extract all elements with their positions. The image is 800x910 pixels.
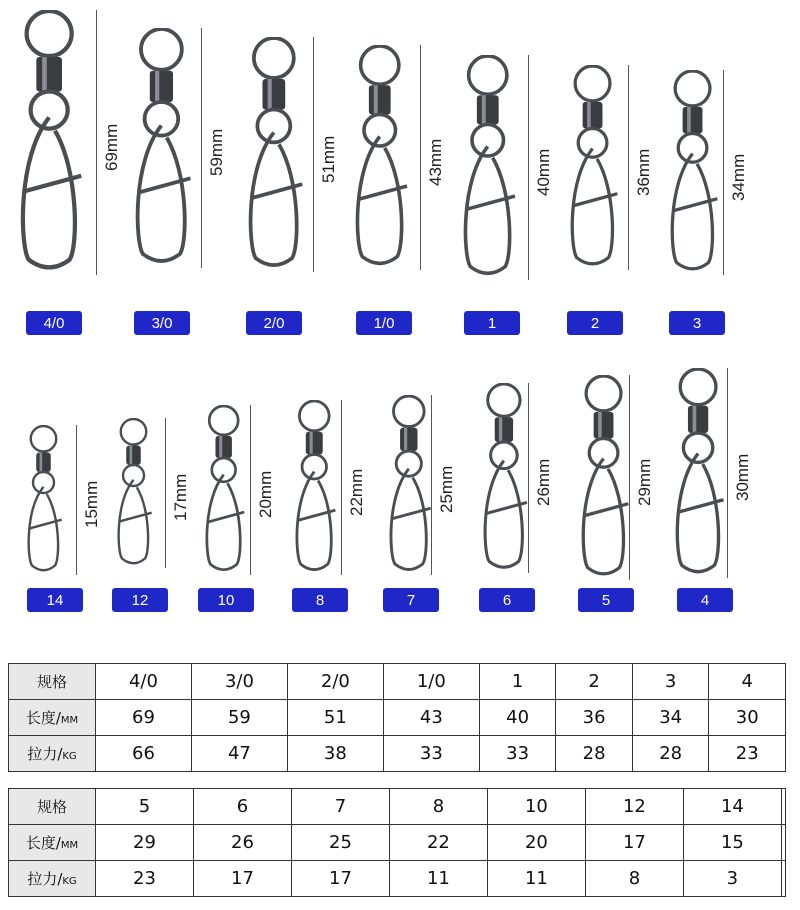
length-label: 22mm (347, 468, 366, 516)
table-cell: 3 (632, 664, 709, 700)
length-unit: MM (60, 715, 79, 726)
swivel-icon (665, 70, 720, 275)
swivel-snap-image (112, 418, 155, 572)
swivel-snap-image (200, 405, 247, 579)
table-cell (781, 789, 785, 825)
length-label: 69mm (102, 123, 121, 171)
table-row (9, 789, 786, 825)
measure-line (341, 400, 342, 575)
table-cell: 10 (487, 789, 585, 825)
table-cell: 47 (191, 736, 287, 772)
table-cell: 34 (632, 700, 709, 736)
table-cell: 28 (632, 736, 709, 772)
length-label: 25mm (437, 465, 456, 513)
size-badge: 2/0 (246, 311, 302, 335)
measure-line (431, 395, 432, 575)
length-label: 26mm (534, 458, 553, 506)
swivel-snap-image (15, 10, 83, 279)
table-cell: 15 (683, 825, 781, 861)
size-badge: 3 (669, 311, 725, 335)
measure-line (420, 45, 421, 270)
table-row (9, 664, 786, 700)
length-label: 29mm (635, 458, 654, 506)
table-cell (781, 825, 785, 861)
table-cell: 38 (287, 736, 383, 772)
swivel-snap-image (576, 375, 631, 584)
swivel-icon (670, 368, 726, 578)
pull-label: 拉力/ (27, 870, 63, 888)
table-cell: 43 (383, 700, 479, 736)
swivel-snap-image (290, 400, 339, 579)
table-cell: 33 (383, 736, 479, 772)
swivel-icon (576, 375, 631, 580)
measure-line (96, 10, 97, 275)
table-cell: 1/0 (383, 664, 479, 700)
measure-line (201, 28, 202, 268)
measure-line (723, 70, 724, 275)
table-cell: 14 (683, 789, 781, 825)
length-unit: MM (60, 840, 79, 851)
table-row (9, 700, 786, 736)
swivel-snap-image (458, 55, 518, 284)
length-label: 36mm (634, 148, 653, 196)
swivel-icon (22, 425, 65, 575)
table-cell: 25 (291, 825, 389, 861)
measure-line (528, 55, 529, 280)
table-cell: 12 (585, 789, 683, 825)
swivel-snap-image (478, 383, 530, 577)
pull-unit: KG (62, 751, 77, 762)
swivel-icon (200, 405, 247, 575)
length-label: 长度/ (25, 709, 61, 727)
size-badge: 4/0 (26, 311, 82, 335)
table-cell: 40 (479, 700, 556, 736)
table-cell: 4 (709, 664, 786, 700)
table-cell: 11 (389, 861, 487, 897)
size-badge: 5 (578, 588, 634, 612)
table-cell: 29 (96, 825, 194, 861)
length-label: 51mm (319, 135, 338, 183)
swivel-icon (384, 395, 434, 575)
table-cell: 2/0 (287, 664, 383, 700)
swivel-snap-image (670, 368, 726, 582)
swivel-icon (350, 45, 410, 270)
swivel-snap-image (565, 65, 620, 274)
table-row (9, 861, 786, 897)
pull-header (9, 861, 96, 897)
table-cell: 28 (556, 736, 633, 772)
table-cell: 4/0 (96, 664, 192, 700)
length-header (9, 825, 96, 861)
swivel-icon (290, 400, 339, 575)
table-cell: 36 (556, 700, 633, 736)
table-cell: 17 (291, 861, 389, 897)
table-cell: 2 (556, 664, 633, 700)
swivel-icon (478, 383, 530, 573)
pull-header (9, 736, 96, 772)
table-row (9, 825, 786, 861)
length-label: 43mm (426, 138, 445, 186)
measure-line (628, 65, 629, 270)
size-badge: 8 (292, 588, 348, 612)
swivel-icon (15, 10, 83, 275)
size-badge: 2 (567, 311, 623, 335)
size-badge: 3/0 (134, 311, 190, 335)
swivel-icon (565, 65, 620, 270)
length-label: 15mm (82, 480, 101, 528)
measure-line (250, 405, 251, 575)
size-badge: 1/0 (356, 311, 412, 335)
table-cell: 8 (585, 861, 683, 897)
table-row (9, 736, 786, 772)
swivel-icon (243, 37, 305, 272)
table-cell: 6 (193, 789, 291, 825)
table-cell: 33 (479, 736, 556, 772)
table-cell: 8 (389, 789, 487, 825)
length-label: 34mm (729, 153, 748, 201)
length-label: 30mm (733, 453, 752, 501)
table-cell: 51 (287, 700, 383, 736)
spec-header: 规格 (9, 789, 96, 825)
table-cell: 30 (709, 700, 786, 736)
table-cell: 23 (96, 861, 194, 897)
measure-line (76, 425, 77, 575)
swivel-snap-image (384, 395, 434, 579)
measure-line (313, 37, 314, 272)
swivel-snap-image (243, 37, 305, 276)
table-cell: 69 (96, 700, 192, 736)
swivel-snap-image (130, 28, 193, 272)
table-cell: 3 (683, 861, 781, 897)
table-cell: 66 (96, 736, 192, 772)
measure-line (629, 375, 630, 580)
spec-table-2 (8, 788, 786, 897)
size-badge: 1 (464, 311, 520, 335)
table-cell: 59 (191, 700, 287, 736)
size-badge: 14 (27, 588, 83, 612)
table-cell: 22 (389, 825, 487, 861)
spec-table-1 (8, 663, 786, 772)
swivel-snap-image (350, 45, 410, 274)
size-badge: 10 (198, 588, 254, 612)
table-cell: 7 (291, 789, 389, 825)
table-cell: 20 (487, 825, 585, 861)
size-badge: 7 (383, 588, 439, 612)
swivel-snap-image (665, 70, 720, 279)
pull-label: 拉力/ (27, 745, 63, 763)
measure-line (165, 418, 166, 568)
table-cell: 23 (709, 736, 786, 772)
measure-line (528, 383, 529, 573)
table-cell: 1 (479, 664, 556, 700)
size-badge: 6 (479, 588, 535, 612)
spec-header: 规格 (9, 664, 96, 700)
table-cell: 11 (487, 861, 585, 897)
length-header (9, 700, 96, 736)
length-label: 长度/ (25, 834, 61, 852)
table-cell: 26 (193, 825, 291, 861)
pull-unit: KG (62, 876, 77, 887)
length-label: 59mm (207, 128, 226, 176)
table-cell: 3/0 (191, 664, 287, 700)
table-cell: 5 (96, 789, 194, 825)
table-cell: 17 (193, 861, 291, 897)
swivel-icon (130, 28, 193, 268)
swivel-icon (112, 418, 155, 568)
swivel-snap-image (22, 425, 65, 579)
table-cell (781, 861, 785, 897)
size-badge: 12 (112, 588, 168, 612)
length-label: 17mm (171, 473, 190, 521)
length-label: 40mm (534, 148, 553, 196)
length-label: 20mm (256, 470, 275, 518)
table-cell: 17 (585, 825, 683, 861)
size-badge: 4 (677, 588, 733, 612)
swivel-icon (458, 55, 518, 280)
measure-line (727, 368, 728, 578)
